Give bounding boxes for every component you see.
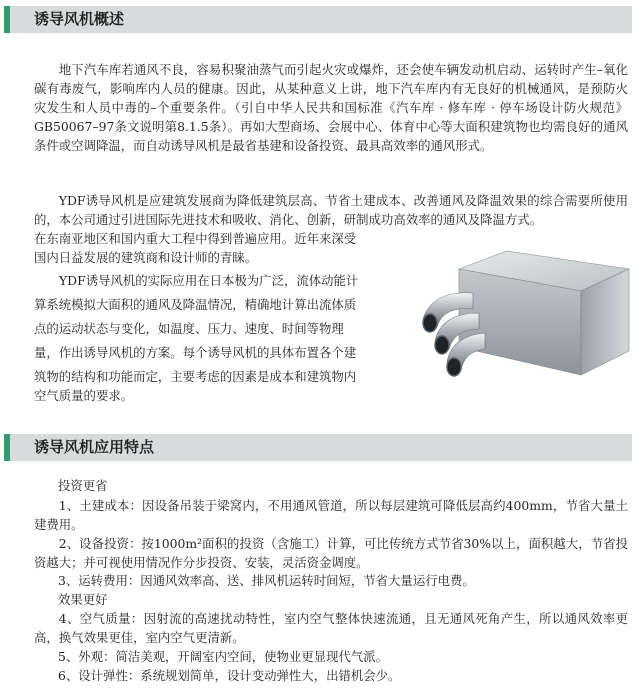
section-header-features [4, 434, 632, 461]
section-header-overview [4, 6, 632, 33]
paragraph-overview-2: YDF诱导风机是应建筑发展商为降低建筑层高、节省土建成本、改善通风及降温效果的综合需要所使用的，本公司通过引进国际先进技术和吸收、消化、创新，研制成功高效率的通风及降温方式。 [34, 193, 628, 227]
induction-fan-unit-image [415, 243, 631, 391]
paragraph-overview-2-line: 在东南亚地区和国内重大工程中得到普遍应用。近年来深受 [34, 231, 357, 246]
subheading-effect: 效果更好 [58, 592, 108, 607]
paragraph-overview-2-line: 国内日益发展的建筑商和设计师的青睐。 [34, 250, 258, 265]
section-accent [4, 434, 10, 461]
feature-item-6: 6、设计弹性：系统规划简单，设计变动弹性大，出错机会少。 [58, 668, 401, 683]
paragraph-overview-3-line: 算系统模拟大面积的通风及降温情况，精确地计算出流体质 [34, 297, 357, 312]
feature-item-5: 5、外观：简洁美观，开阔室内空间，使物业更显现代气派。 [58, 649, 389, 664]
section-title: 诱导风机应用特点 [34, 438, 155, 456]
feature-item-2: 2、设备投资：按1000m²面积的投资（含施工）计算，可比传统方式节省30%以上，面积越大，节省投资越大；并可视使用情况作分步投资、安装，灵活资金调度。 [34, 536, 628, 570]
section-title: 诱导风机概述 [34, 10, 125, 28]
feature-item-3: 3、运转费用：因通风效率高、送、排风机运转时间短，节省大量运行电费。 [58, 573, 475, 588]
paragraph-overview-3-line: 筑物的结构和功能而定，主要考虑的因素是成本和建筑物内 [34, 369, 357, 384]
paragraph-overview-3-line: YDF诱导风机的实际应用在日本极为广泛，流体动能计 [59, 273, 359, 288]
paragraph-overview-3-line: 量，作出诱导风机的方案。每个诱导风机的具体布置各个建 [34, 345, 357, 360]
feature-item-4: 4、空气质量：因射流的高速扰动特性，室内空气整体快速流通，且无通风死角产生，所以通风效率更高，换气效果更佳，室内空气更清新。 [34, 611, 628, 645]
feature-item-1: 1、土建成本：因设备吊装于梁窝内，不用通风管道，所以每层建筑可降低层高约400mm，节省大量土建费用。 [34, 498, 628, 532]
paragraph-overview-3-line: 空气质量的要求。 [34, 388, 134, 403]
section-accent [4, 6, 10, 33]
subheading-invest: 投资更省 [58, 478, 108, 493]
paragraph-overview-3-line: 点的运动状态与变化，如温度、压力、速度、时间等物理 [34, 321, 344, 336]
paragraph-overview-1: 地下汽车库若通风不良，容易积聚油蒸气而引起火灾或爆炸，还会使车辆发动机启动、运转时产生–氧化碳有毒废气，影响库内人员的健康。因此，从某种意义上讲，地下汽车库内有无良好的机械通风，是预防火灾发生和人员中毒的–个重要条件。（引自中华人民共和国标准《汽车库 · 修车库 · 停车场设计防火规范》GB50067–97条文说明第8.1.5条）。再如大型商场、会展中心、体育中心等大面积建筑物也均需良好的通风条件或空调降温，而自动诱导风机是最省基建和设备投资、最具高效率的通风形式。 [34, 62, 628, 153]
